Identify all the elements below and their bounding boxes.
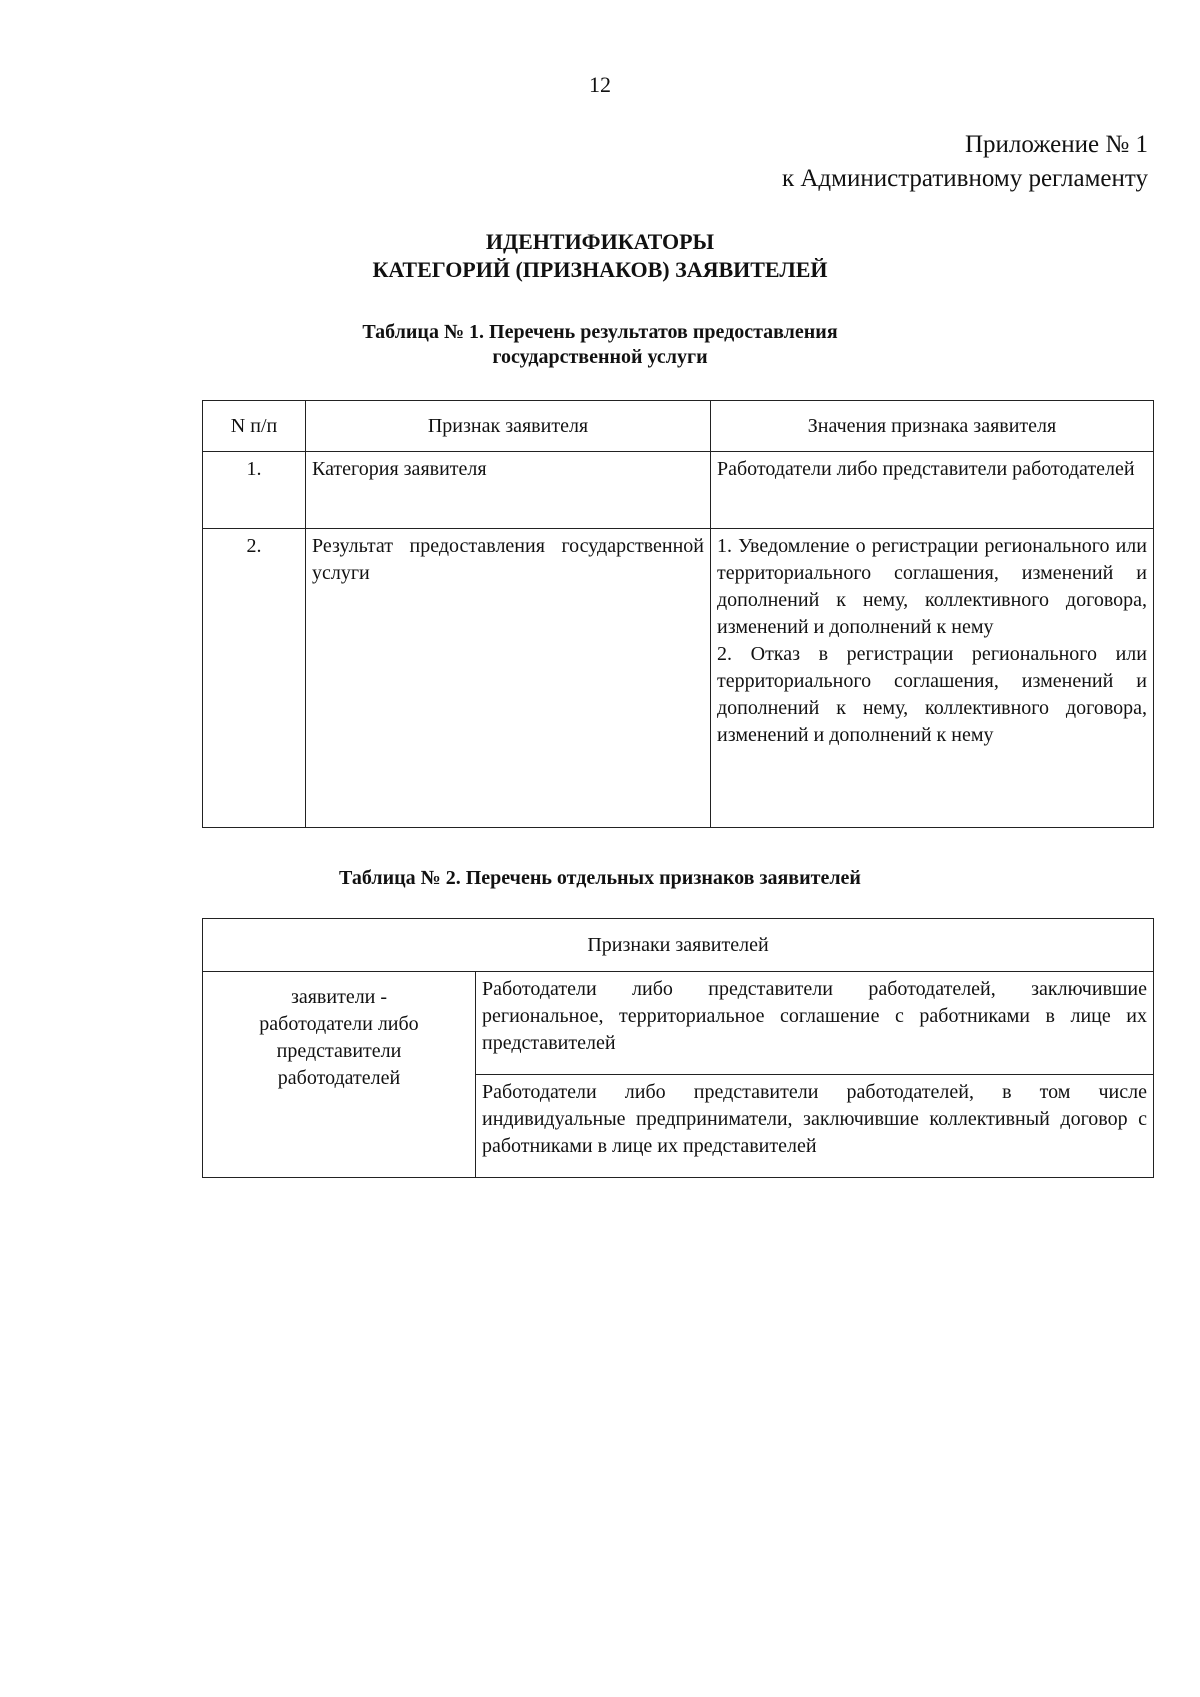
group-line: работодателей [277,1067,401,1089]
row-number: 2. [203,529,306,828]
column-header-number: N п/п [203,401,306,452]
applicant-group [203,972,476,1178]
appendix-line-1: Приложение № 1 [964,131,1148,158]
results-table [202,400,1154,828]
table-header-row [203,401,1154,452]
table-row [203,972,1154,1075]
document-title-line-2: КАТЕГОРИЙ (ПРИЗНАКОВ) ЗАЯВИТЕЛЕЙ [372,257,828,282]
row-sign: Категория заявителя [306,452,711,529]
applicant-signs-table [202,918,1154,1178]
column-header-sign: Признак заявителя [306,401,711,452]
group-line: представители [276,1040,402,1062]
table-row [203,529,1154,828]
column-header-signs: Признаки заявителей [203,919,1154,972]
row-value: Работодатели либо представители работодателей [711,452,1154,529]
document-title-line-1: ИДЕНТИФИКАТОРЫ [485,229,715,254]
table-row [203,452,1154,529]
applicant-sign-item: Работодатели либо представители работодателей, в том числе индивидуальные предприниматели, заключившие коллективный договор с работниками в лице их представителей [476,1075,1154,1178]
group-line: работодатели либо [259,1013,419,1035]
table1-title [0,320,1200,370]
page-number: 12 [589,72,611,97]
applicant-sign-item: Работодатели либо представители работодателей, заключившие региональное, территориальное соглашение с работниками в лице их представителей [476,972,1154,1075]
row-number: 1. [203,452,306,529]
table-header-row [203,919,1154,972]
appendix-line-2: к Административному регламенту [781,165,1148,192]
group-line: заявители - [290,986,388,1008]
table2-title: Таблица № 2. Перечень отдельных признаков заявителей [339,867,861,889]
table1-title-line-1: Таблица № 1. Перечень результатов предоставления [362,321,838,343]
row-values [711,529,1154,828]
table1-title-line-2: государственной услуги [492,346,708,368]
result-item: 1. Уведомление о регистрации регионального или территориального соглашения, изменений и дополнений к нему, коллективного договора, изменений и дополнений к нему [717,535,1147,638]
result-item: 2. Отказ в регистрации регионального или территориального соглашения, изменений и дополнений к нему, коллективного договора, изменений и дополнений к нему [717,643,1147,746]
appendix-reference [782,128,1148,196]
row-sign: Результат предоставления государственной услуги [306,529,711,828]
column-header-values: Значения признака заявителя [711,401,1154,452]
document-title [0,228,1200,284]
